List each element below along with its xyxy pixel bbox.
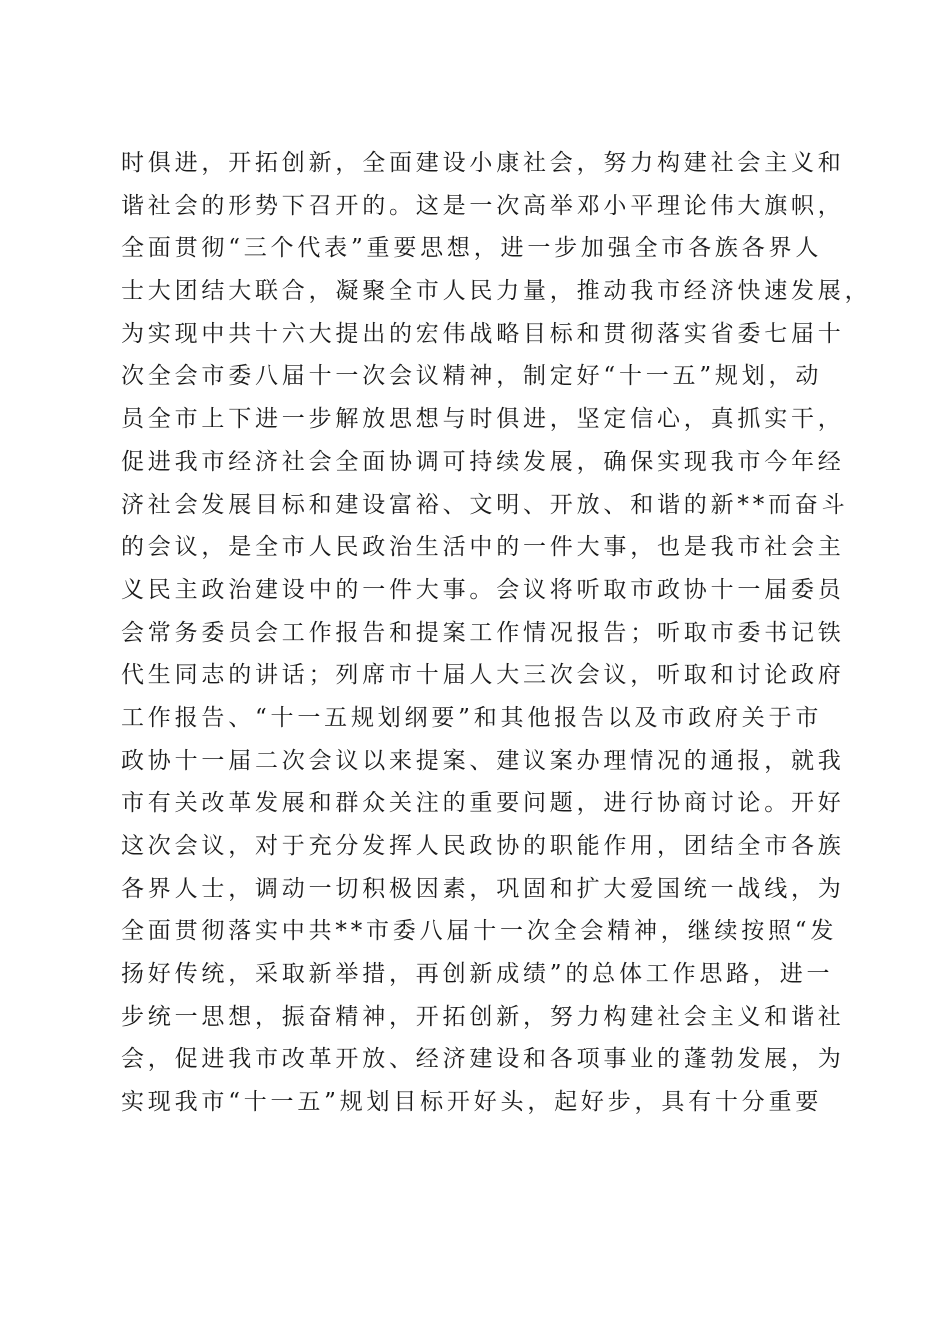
text-line: 会，促进我市改革开放、经济建设和各项事业的蓬勃发展，为 [121,1046,845,1073]
text-line: 次全会市委八届十一次会议精神，制定好“十一五”规划，动 [121,363,823,390]
text-line: 士大团结大联合，凝聚全市人民力量，推动我市经济快速发展， [121,278,872,305]
text-line: 济社会发展目标和建设富裕、文明、开放、和谐的新**而奋斗 [121,491,849,518]
text-line: 的会议，是全市人民政治生活中的一件大事，也是我市社会主 [121,534,845,561]
text-line: 为实现中共十六大提出的宏伟战略目标和贯彻落实省委七届十 [121,320,845,347]
text-line: 谐社会的形势下召开的。这是一次高举邓小平理论伟大旗帜， [121,192,845,219]
body-paragraph [121,142,872,1124]
text-line: 促进我市经济社会全面协调可持续发展，确保实现我市今年经 [121,448,845,475]
text-line: 全面贯彻“三个代表”重要思想，进一步加强全市各族各界人 [121,235,823,262]
text-line: 步统一思想，振奋精神，开拓创新，努力构建社会主义和谐社 [121,1003,845,1030]
text-line: 全面贯彻落实中共**市委八届十一次全会精神，继续按照“发 [121,918,838,945]
text-line: 代生同志的讲话；列席市十届人大三次会议，听取和讨论政府 [121,662,845,689]
text-line: 市有关改革发展和群众关注的重要问题，进行协商讨论。开好 [121,790,845,817]
text-line: 会常务委员会工作报告和提案工作情况报告；听取市委书记铁 [121,619,845,646]
text-line: 各界人士，调动一切积极因素，巩固和扩大爱国统一战线，为 [121,875,845,902]
text-line: 实现我市“十一五”规划目标开好头，起好步，具有十分重要 [121,1089,823,1116]
text-line: 政协十一届二次会议以来提案、建议案办理情况的通报，就我 [121,747,845,774]
text-line: 这次会议，对于充分发挥人民政协的职能作用，团结全市各族 [121,833,845,859]
text-line: 时俱进，开拓创新，全面建设小康社会，努力构建社会主义和 [121,150,845,176]
text-line: 员全市上下进一步解放思想与时俱进，坚定信心，真抓实干， [121,406,845,433]
text-line: 义民主政治建设中的一件大事。会议将听取市政协十一届委员 [121,576,845,603]
text-line: 工作报告、“十一五规划纲要”和其他报告以及市政府关于市 [121,704,823,731]
text-line: 扬好传统，采取新举措，再创新成绩”的总体工作思路，进一 [121,961,834,988]
